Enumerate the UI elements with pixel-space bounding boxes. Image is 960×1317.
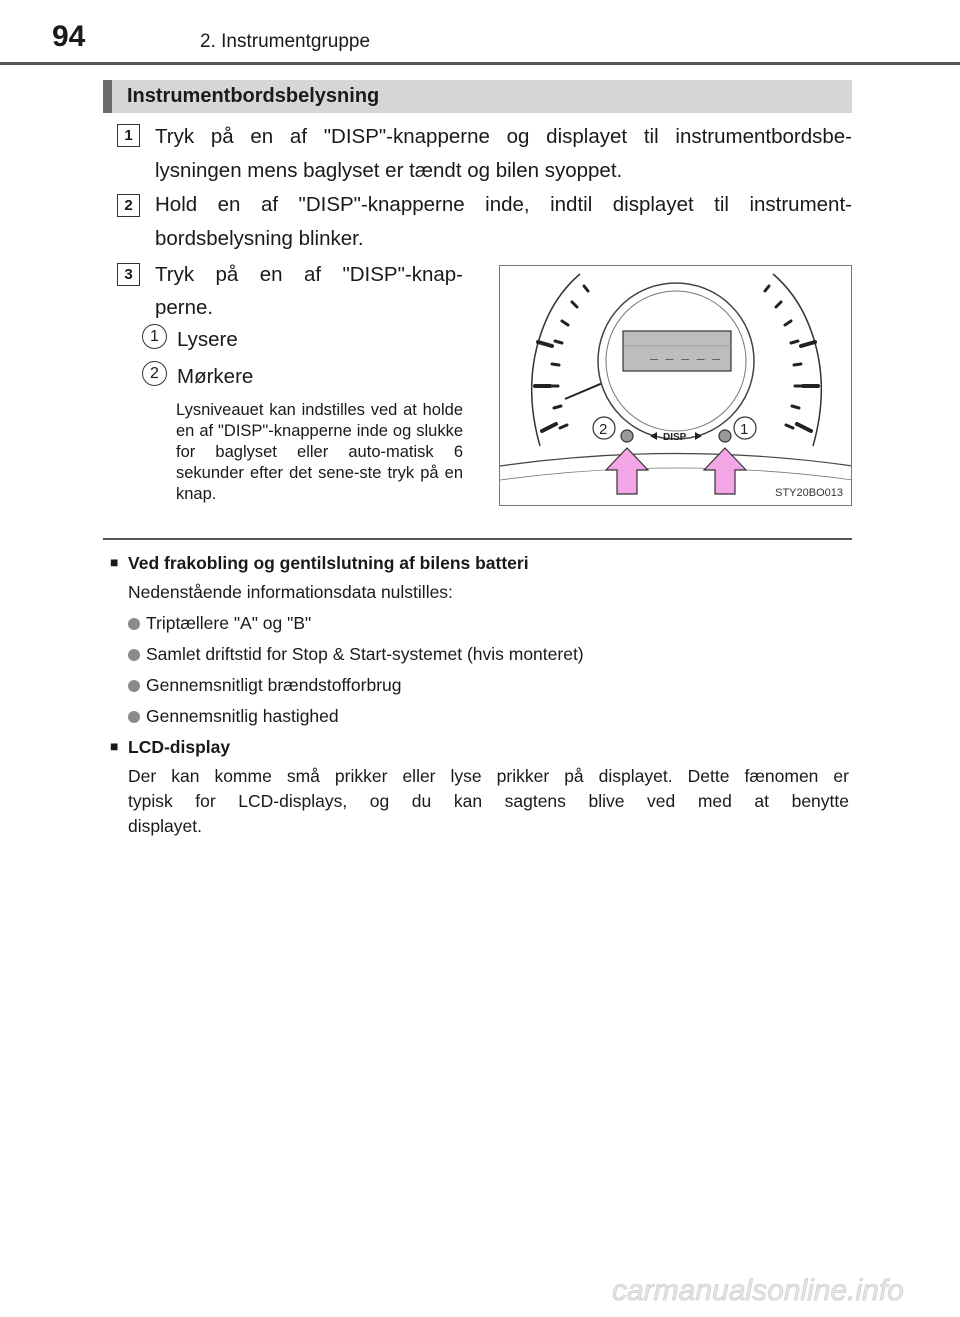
step-1-number: 1 [117, 124, 140, 147]
disp-button-right [719, 430, 731, 442]
chapter-title: 2. Instrumentgruppe [200, 31, 371, 52]
step-1-text-line2: lysningen mens baglyset er tændt og bilen syoppet. [155, 159, 623, 182]
page-number: 94 [52, 20, 86, 53]
step-1-text-line1: Tryk på en af "DISP"-knapperne og displayet til instrumentbordsbe- [155, 125, 852, 148]
disp-label: DISP [663, 432, 687, 443]
bullet-icon [128, 680, 140, 692]
step-3-text-line1: Tryk på en af "DISP"-knap- [155, 263, 463, 286]
watermark-logo [612, 1270, 952, 1310]
instrument-cluster-illustration [500, 266, 852, 506]
heading-square-icon: ■ [110, 554, 119, 570]
lcd-segments: _ _ _ _ _ [650, 347, 721, 362]
bullet-item: Triptællere "A" og "B" [146, 613, 312, 633]
step-2-text-line2: bordsbelysning blinker. [155, 227, 364, 250]
bullet-item: Gennemsnitligt brændstofforbrug [146, 675, 402, 695]
callout-2: 2 [599, 421, 608, 438]
battery-intro: Nedenstående informationsdata nulstilles: [128, 582, 453, 602]
lcd-text-line2: typisk for LCD-displays, og du kan sagtens blive ved med at benytte [128, 791, 849, 811]
step-2-text-line1: Hold en af "DISP"-knapperne inde, indtil displayet til instrument- [155, 193, 852, 216]
section-title: Instrumentbordsbelysning [127, 85, 380, 107]
bullet-icon [128, 649, 140, 661]
heading-square-icon: ■ [110, 738, 119, 754]
step-2-number: 2 [117, 194, 140, 217]
section-accent [103, 80, 112, 113]
bullet-icon [128, 618, 140, 630]
sub-item-2-label: Mørkere [177, 365, 254, 388]
sub-item-1-number: 1 [142, 324, 167, 349]
header-rule [0, 62, 960, 65]
lcd-heading: LCD-display [128, 737, 231, 757]
step-3-number: 3 [117, 263, 140, 286]
step-3-text-line2: perne. [155, 296, 214, 319]
bullet-item: Samlet driftstid for Stop & Start-systemet (hvis monteret) [146, 644, 584, 664]
section-divider [103, 538, 852, 540]
lcd-text-line3: displayet. [128, 816, 202, 836]
section-title-bar [103, 80, 852, 113]
disp-button-left [621, 430, 633, 442]
bullet-icon [128, 711, 140, 723]
svg-text:carmanualsonline.info: carmanualsonline.info [612, 1274, 904, 1307]
sub-item-1-label: Lysere [177, 328, 238, 351]
lcd-text-line1: Der kan komme små prikker eller lyse prikker på displayet. Dette fænomen er [128, 766, 849, 786]
note-text: Lysniveauet kan indstilles ved at holde en af "DISP"-knapperne inde og slukke for baglyset eller auto-matisk 6 sekunder efter det sene-ste tryk på en knap. [176, 401, 463, 503]
battery-heading: Ved frakobling og gentilslutning af bilens batteri [128, 553, 529, 573]
callout-1: 1 [740, 421, 749, 438]
sub-item-2-number: 2 [142, 361, 167, 386]
bullet-item: Gennemsnitlig hastighed [146, 706, 339, 726]
figure-code: STY20BO013 [775, 487, 843, 499]
instrument-cluster-figure [499, 265, 852, 506]
